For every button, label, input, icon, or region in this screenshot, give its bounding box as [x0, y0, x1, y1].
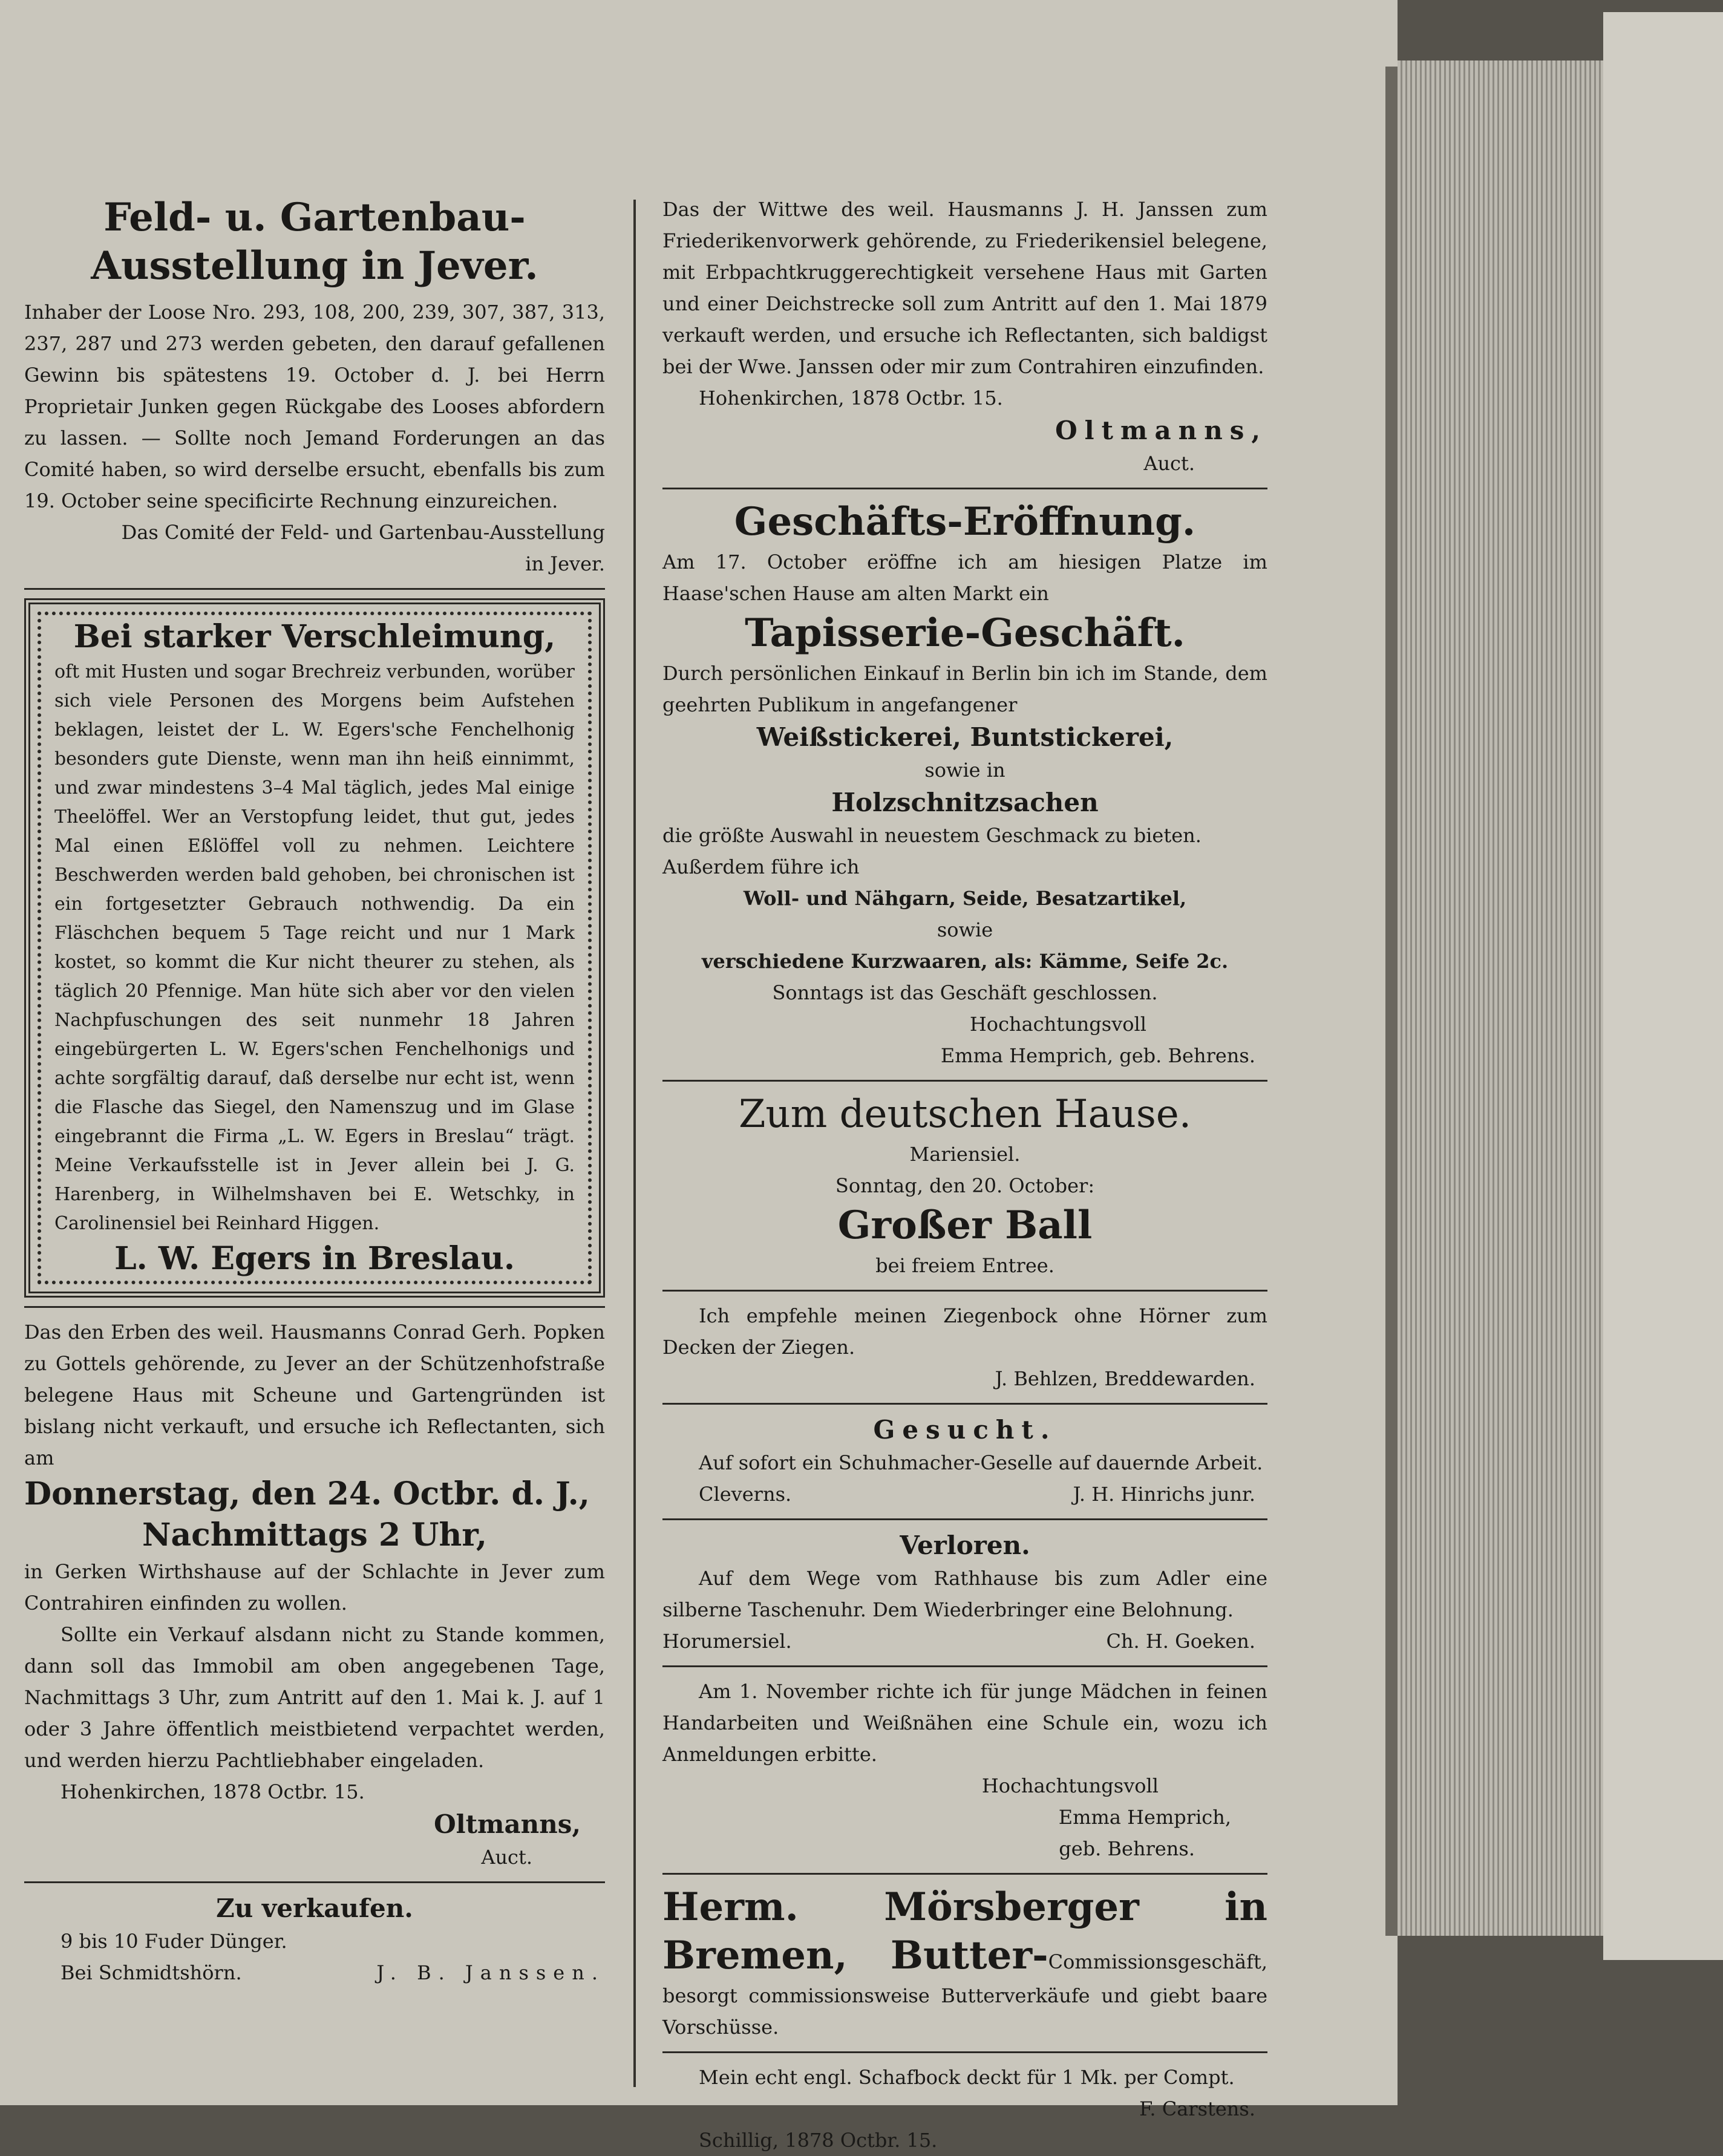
ad-wanted [662, 1413, 1267, 1510]
ad-shop-opening-text1: Durch persönlichen Einkauf in Berlin bin ich im Stande, dem geehrten Publikum in angefangener [662, 662, 1267, 716]
ad-sheep-name: F. Carstens. [1139, 2097, 1255, 2120]
ad-fenchelhonig [24, 598, 605, 1298]
right-column [662, 194, 1267, 2156]
ad-school-maiden: geb. Behrens. [1059, 1837, 1195, 1860]
divider [24, 1881, 605, 1883]
ad-house-sale-date: Donnerstag, den 24. Octbr. d. J., [24, 1475, 590, 1512]
page-edges [1398, 60, 1603, 1936]
ad-shop-opening-text3: Außerdem führe ich [662, 855, 860, 878]
ad-for-sale-place: Bei Schmidtshörn. [60, 1961, 242, 1984]
ad-shop-opening-name: Emma Hemprich, geb. Behrens. [940, 1044, 1255, 1067]
ad-ball-entry: bei freiem Entree. [875, 1254, 1054, 1277]
ad-goat [662, 1300, 1267, 1394]
ad-house-sale-time: Nachmittags 2 Uhr, [142, 1517, 488, 1553]
ad-exhibition-title: Feld- u. Gartenbau-Ausstellung in Jever. [91, 195, 538, 289]
ad-lost-body: Auf dem Wege vom Rathhause bis zum Adler eine silberne Taschenuhr. Dem Wiederbringer eine Belohnung. [662, 1567, 1267, 1621]
ad-shop-opening-items4: verschiedene Kurzwaaren, als: Kämme, Seife 2c. [701, 950, 1229, 973]
divider [662, 1665, 1267, 1667]
ad-friederikensiel-body: Das der Wittwe des weil. Hausmanns J. H. Janssen zum Friederikenvorwerk gehörende, zu Friederikensiel belegene, mit Erbpachtkruggerechtigkeit versehene Haus mit Garten und einer Deichstrecke soll zum Antritt auf den 1. Mai 1879 verkauft werden, und ersuche ich Reflectanten, sich baldigst bei der Wwe. Janssen oder mir zum Contrahiren einzufinden. [662, 198, 1267, 378]
ad-shop-opening-sowie: sowie [937, 918, 993, 941]
ad-house-sale-body1: Das den Erben des weil. Hausmanns Conrad Gerh. Popken zu Gottels gehörende, zu Jever an der Schützenhofstraße belegene Haus mit Scheune und Gartengründen ist bislang nicht verkauft, und ersuche ich Reflectanten, sich am [24, 1321, 605, 1469]
divider [662, 1290, 1267, 1292]
ad-for-sale-line: 9 bis 10 Fuder Dünger. [60, 1930, 287, 1953]
divider [24, 1306, 605, 1308]
ad-house-sale-body2: in Gerken Wirthshause auf der Schlachte in Jever zum Contrahiren einfinden zu wollen. [24, 1560, 605, 1615]
ad-shop-opening-items3: Woll- und Nähgarn, Seide, Besatzartikel, [743, 887, 1187, 910]
ad-wanted-body: Auf sofort ein Schuhmacher-Geselle auf dauernde Arbeit. [699, 1451, 1263, 1474]
ad-fenchelhonig-title: Bei starker Verschleimung, [73, 618, 556, 655]
book-cover [1603, 12, 1723, 1960]
ad-friederikensiel-role: Auct. [1143, 452, 1195, 475]
ad-house-sale [24, 1316, 605, 1873]
ad-shop-opening-items2: Holzschnitzsachen [831, 788, 1099, 817]
ad-shop-opening-greeting: Hochachtungsvoll [969, 1013, 1146, 1036]
ad-lost-signature [662, 1625, 1267, 1657]
ad-sheep-body: Mein echt engl. Schafbock deckt für 1 Mk. per Compt. [699, 2066, 1235, 2089]
ad-friederikensiel [662, 194, 1267, 479]
divider [662, 1403, 1267, 1405]
ad-fenchelhonig-body: oft mit Husten und sogar Brechreiz verbunden, worüber sich viele Personen des Morgens beim Aufstehen beklagen, leistet der L. W. Egers'sche Fenchelhonig besonders gute Dienste, wenn man ihn heiß einnimmt, und zwar mindestens 3–4 Mal täglich, jedes Mal einige Theelöffel. Wer an Verstopfung leidet, thut gut, jedes Mal einen Eßlöffel voll zu nehmen. Leichtere Beschwerden werden bald gehoben, bei chronischen ist ein fortgesetzter Gebrauch nothwendig. Da ein Fläschchen bequem 5 Tage reicht und nur 1 Mark kostet, so kommt die Kur nicht theurer zu stehen, als täglich 20 Pfennige. Man hüte sich aber vor den vielen Nachpfuschungen des seit nunmehr 18 Jahren eingebürgerten L. W. Egers'schen Fenchelhonigs und achte sorgfältig darauf, daß derselbe nur echt ist, wenn die Flasche das Siegel, den Namenszug und im Glase eingebrannt die Firma „L. W. Egers in Breslau“ trägt. Meine Verkaufsstelle ist in Jever allein bei J. G. Harenberg, in Wilhelmshaven bei E. Wetschky, in Carolinensiel bei Reinhard Higgen. [54, 661, 575, 1234]
divider [662, 1080, 1267, 1082]
ad-lost-place: Horumersiel. [662, 1630, 792, 1653]
ad-wanted-name: J. H. Hinrichs junr. [1073, 1483, 1255, 1506]
ad-sheep [662, 2062, 1267, 2156]
ad-house-sale-body3: Sollte ein Verkauf alsdann nicht zu Stande kommen, dann soll das Immobil am oben angegebenen Tage, Nachmittags 3 Uhr, zum Antritt auf den 1. Mai k. J. auf 1 oder 3 Jahre öffentlich meistbietend verpachtet werden, und werden hierzu Pachtliebhaber eingeladen. [24, 1623, 605, 1772]
ad-lost [662, 1529, 1267, 1657]
ad-goat-name: J. Behlzen, Breddewarden. [995, 1367, 1255, 1390]
ad-for-sale [24, 1892, 605, 1988]
ad-lost-title: Verloren. [900, 1530, 1030, 1560]
ad-butter [662, 1883, 1267, 2043]
ad-house-sale-place: Hohenkirchen, 1878 Octbr. 15. [60, 1780, 365, 1803]
ad-wanted-title: Gesucht. [873, 1415, 1057, 1445]
divider [662, 1518, 1267, 1520]
ad-sheep-place: Schillig, 1878 Octbr. 15. [699, 2129, 938, 2152]
ad-shop-opening-title: Geschäfts-Eröffnung. [734, 499, 1196, 544]
ad-shop-opening-sowie-in: sowie in [924, 759, 1005, 782]
ad-shop-opening-items1: Weißstickerei, Buntstickerei, [756, 722, 1174, 752]
ad-exhibition [24, 194, 605, 580]
ad-friederikensiel-name: Oltmanns, [1055, 416, 1267, 445]
ad-for-sale-signature [24, 1957, 605, 1988]
ad-shop-opening-shop: Tapisserie-Geschäft. [745, 610, 1185, 656]
ad-shop-opening-sunday: Sonntags ist das Geschäft geschlossen. [772, 981, 1158, 1004]
ad-house-sale-name: Oltmanns, [434, 1809, 581, 1839]
ad-for-sale-title: Zu verkaufen. [216, 1893, 413, 1923]
ad-exhibition-signature: Das Comité der Feld- und Gartenbau-Ausstellung in Jever. [121, 521, 605, 575]
divider [662, 1873, 1267, 1875]
ad-fenchelhonig-signature: L. W. Egers in Breslau. [114, 1240, 515, 1277]
ad-friederikensiel-place: Hohenkirchen, 1878 Octbr. 15. [699, 387, 1003, 410]
ad-ball-date: Sonntag, den 20. October: [835, 1174, 1095, 1197]
left-column [24, 194, 605, 1988]
ad-ball-event: Großer Ball [837, 1203, 1093, 1248]
ad-school-name: Emma Hemprich, [1058, 1806, 1231, 1829]
ad-butter-title: Herm. Mörsberger in Bremen, Butter- [662, 1884, 1267, 1978]
divider [662, 488, 1267, 489]
ad-school [662, 1676, 1267, 1864]
divider [662, 2051, 1267, 2053]
ad-for-sale-name: J. B. Janssen. [376, 1961, 605, 1984]
ad-ball-place: Mariensiel. [909, 1143, 1021, 1166]
divider [24, 588, 605, 590]
ad-butter-title-tail: Commissionsgeschäft, besorgt commissionsweise Butterverkäufe und giebt baare Vorschüsse. [662, 1950, 1267, 2039]
ad-wanted-signature [662, 1478, 1267, 1510]
ad-school-greeting: Hochachtungsvoll [981, 1774, 1159, 1797]
ad-house-sale-role: Auct. [481, 1846, 532, 1869]
column-divider [633, 200, 636, 2087]
ad-goat-body: Ich empfehle meinen Ziegenbock ohne Hörner zum Decken der Ziegen. [662, 1304, 1267, 1359]
ad-shop-opening [662, 498, 1267, 1071]
ad-school-body: Am 1. November richte ich für junge Mädchen in feinen Handarbeiten und Weißnähen eine Schule ein, wozu ich Anmeldungen erbitte. [662, 1680, 1267, 1766]
ad-shop-opening-text2: die größte Auswahl in neuestem Geschmack zu bieten. [662, 824, 1202, 847]
ad-ball [662, 1090, 1267, 1281]
ad-ball-title: Zum deutschen Hause. [738, 1092, 1192, 1137]
ad-exhibition-body: Inhaber der Loose Nro. 293, 108, 200, 239, 307, 387, 313, 237, 287 und 273 werden gebeten, den darauf gefallenen Gewinn bis spätestens 19. October d. J. bei Herrn Proprietair Junken gegen Rückgabe des Looses abfordern zu lassen. — Sollte noch Jemand Forderungen an das Comité haben, so wird derselbe ersucht, ebenfalls bis zum 19. October seine specificirte Rechnung einzureichen. [24, 301, 605, 512]
ad-shop-opening-intro: Am 17. October eröffne ich am hiesigen Platze im Haase'schen Hause am alten Markt ein [662, 550, 1267, 605]
ad-wanted-place: Cleverns. [699, 1483, 792, 1506]
ad-lost-name: Ch. H. Goeken. [1106, 1630, 1255, 1653]
